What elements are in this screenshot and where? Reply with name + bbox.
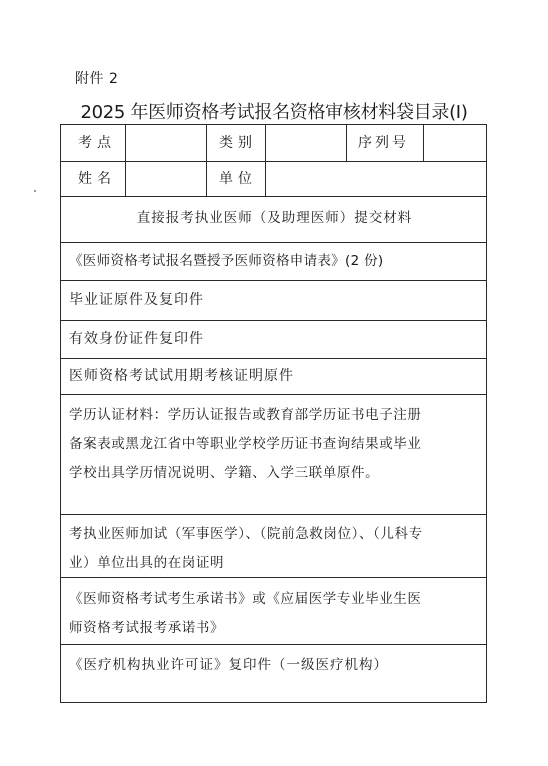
column-divider [125,125,126,196]
attachment-label: 附件 2 [75,71,119,87]
materials-table [60,124,487,703]
row-divider [61,394,486,395]
document-title: 2025 年医师资格考试报名资格审核材料袋目录(I) [80,102,468,123]
column-divider [265,125,266,196]
scan-mark [34,190,36,192]
column-divider [423,125,424,161]
material-item-probation-assessment: 医师资格考试试用期考核证明原件 [69,368,294,384]
section-heading: 直接报考执业医师（及助理医师）提交材料 [136,210,413,226]
unit-label: 单位 [219,171,257,187]
column-divider [346,125,347,161]
material-item-commitment-letter: 《医师资格考试考生承诺书》或《应届医学专业毕业生医师资格考试报考承诺书》 [69,591,422,636]
material-item-education-certification: 学历认证材料：学历认证报告或教育部学历证书电子注册备案表或黑龙江省中等职业学校学历证书查询结果或毕业学校出具学历情况说明、学籍、入学三联单原件。 [69,407,422,481]
serial-number-label: 序列号 [358,135,409,151]
material-item-application-form: 《医师资格考试报名暨授予医师资格申请表》(2 份) [69,253,384,269]
row-divider [61,196,486,197]
material-item-id-card: 有效身份证件复印件 [69,331,204,347]
name-label: 姓名 [78,171,116,187]
category-label: 类别 [219,135,257,151]
material-item-on-duty-certificate: 考执业医师加试（军事医学）、（院前急救岗位）、（儿科专业）单位出具的在岗证明 [69,526,423,571]
row-divider [61,644,486,645]
row-divider [61,514,486,515]
row-divider [61,242,486,243]
row-divider [61,320,486,321]
material-item-medical-license: 《医疗机构执业许可证》复印件（一级医疗机构） [69,657,388,673]
row-divider [61,280,486,281]
row-divider [61,358,486,359]
exam-site-label: 考点 [78,135,116,151]
material-item-diploma: 毕业证原件及复印件 [69,292,204,308]
column-divider [206,125,207,196]
